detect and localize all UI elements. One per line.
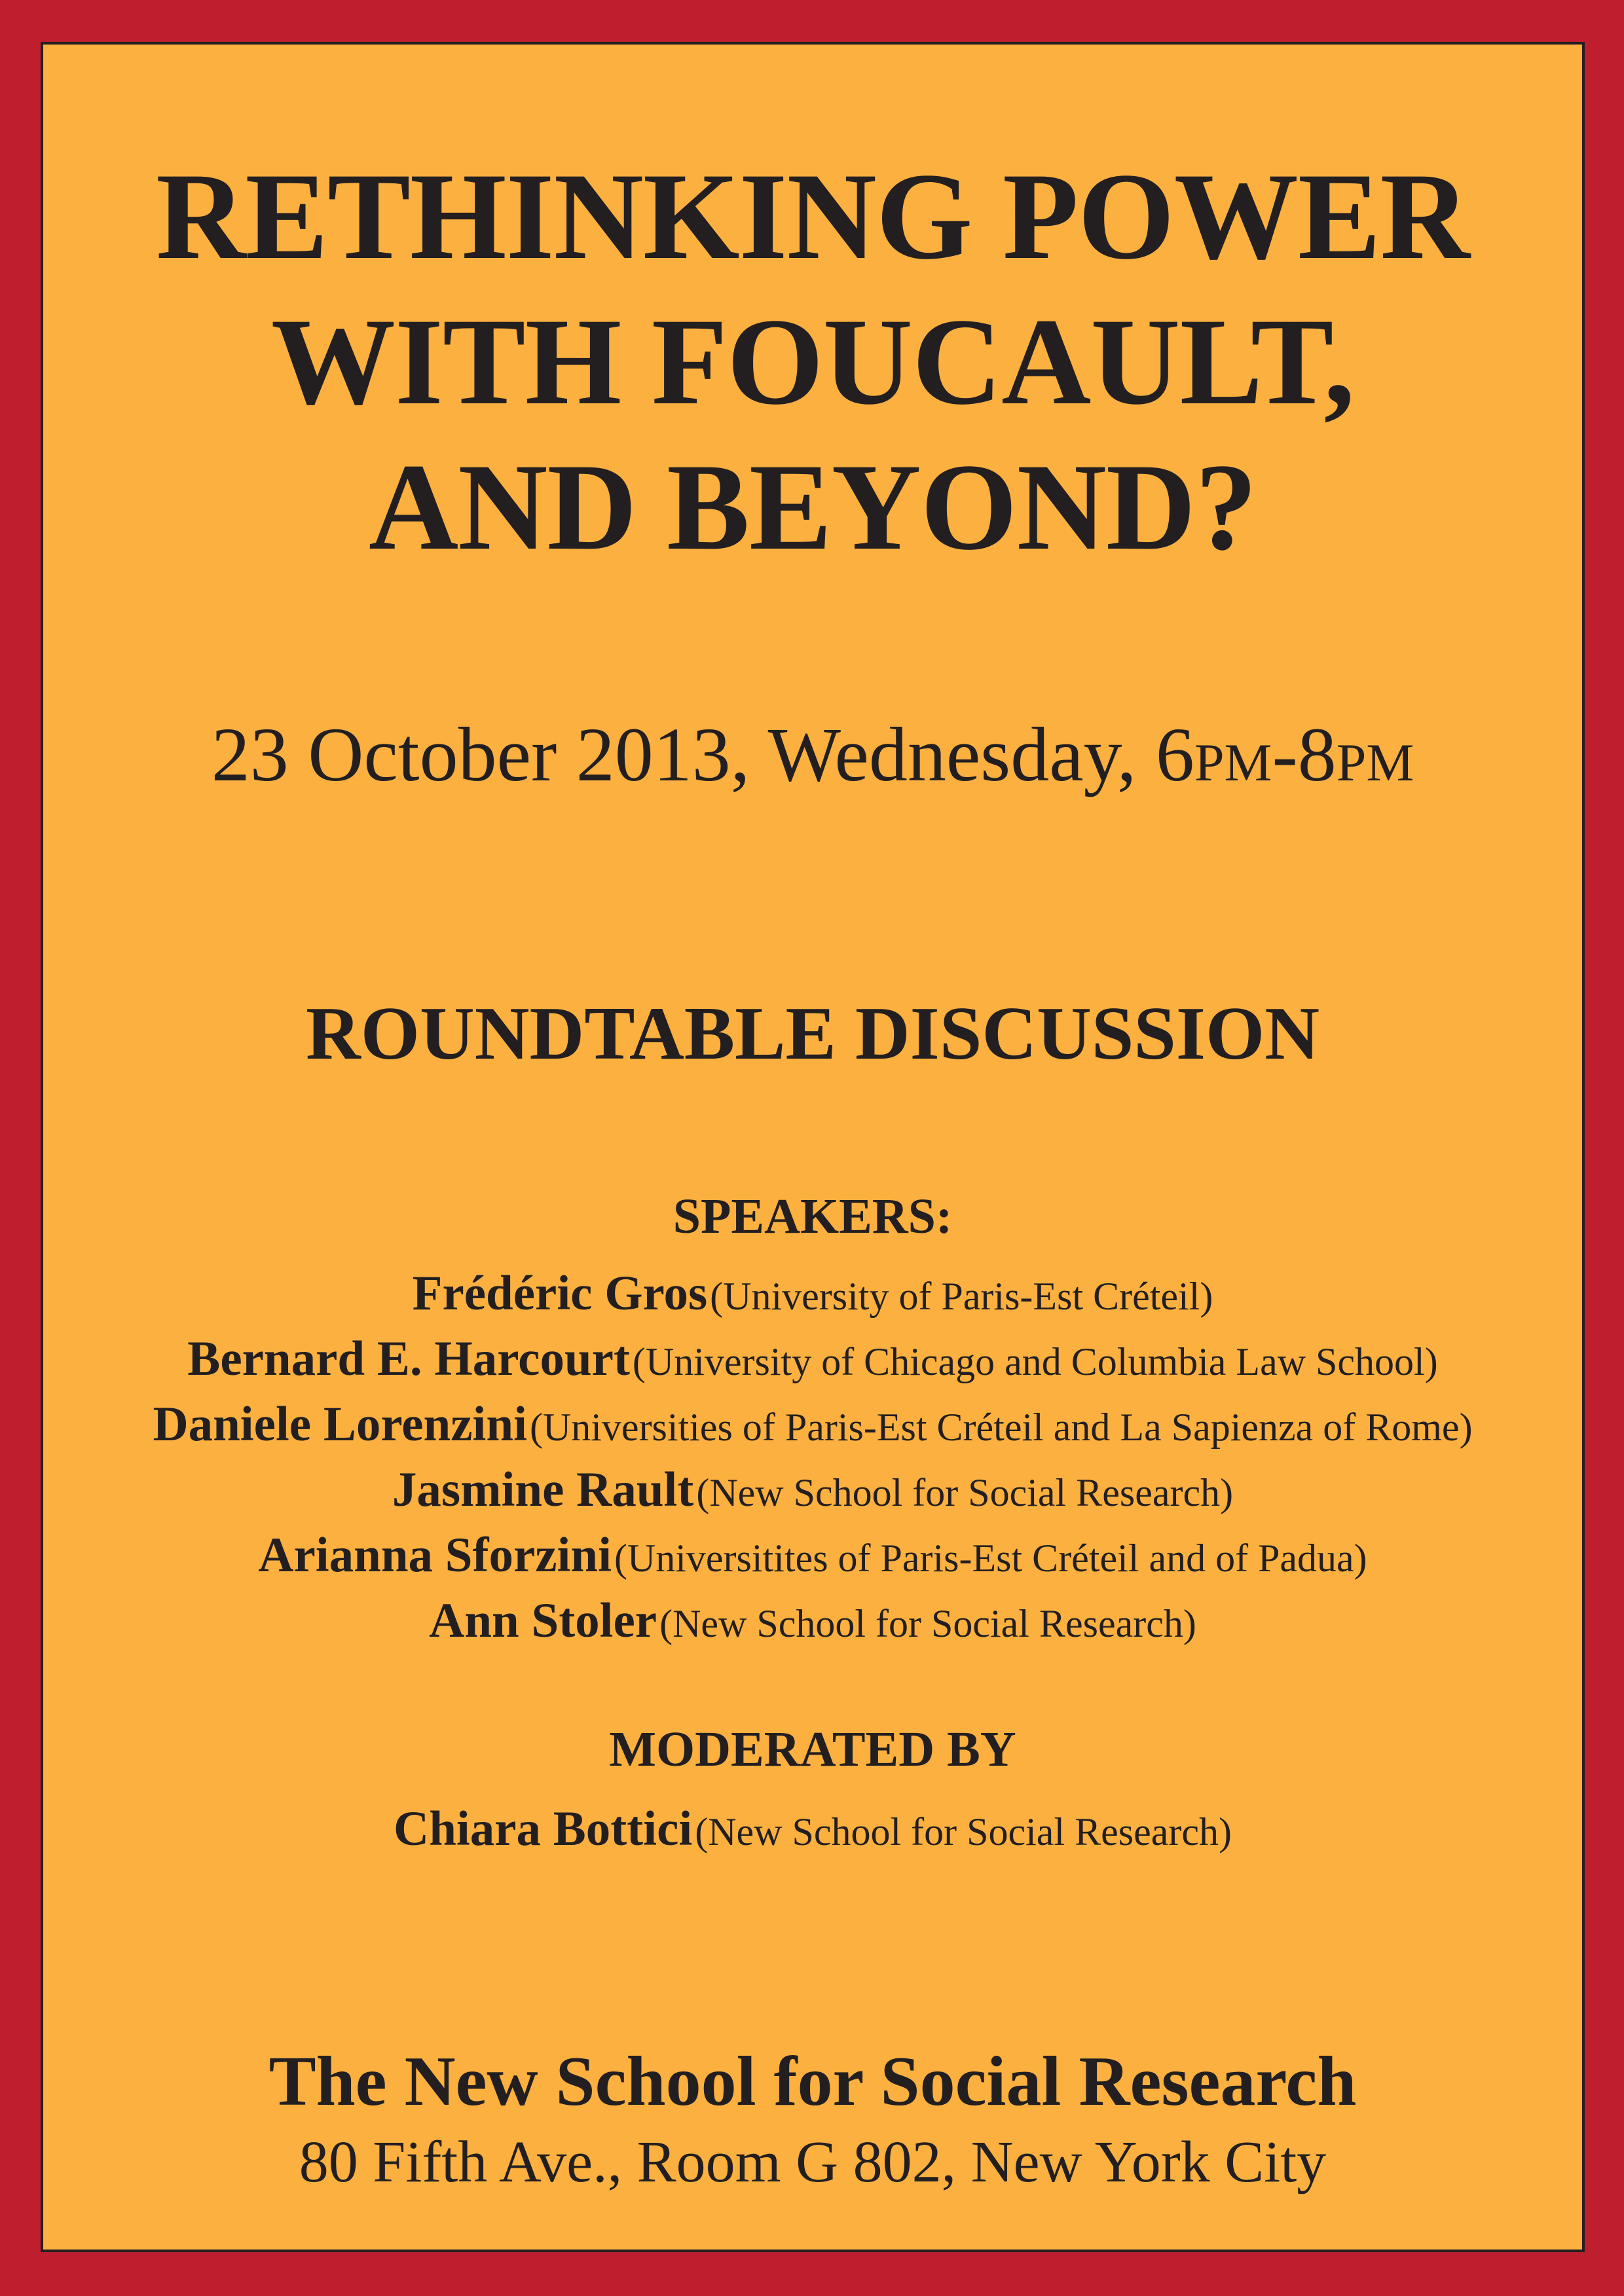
speaker-name: Bernard E. Harcourt: [187, 1332, 630, 1386]
event-type-heading: ROUNDTABLE DISCUSSION: [305, 992, 1320, 1076]
speaker-name: Jasmine Rault: [392, 1463, 694, 1517]
speaker-affiliation: (New School for Social Research): [659, 1602, 1196, 1645]
speaker-item: [43, 1392, 1582, 1457]
title-line-2: WITH FOUCAULT,: [270, 293, 1355, 431]
speaker-item: [43, 1326, 1582, 1392]
event-end-suffix: PM: [1336, 733, 1414, 792]
speaker-item: [43, 1457, 1582, 1523]
speaker-name: Daniele Lorenzini: [153, 1397, 527, 1451]
title-line-1: RETHINKING POWER: [156, 148, 1469, 285]
speakers-heading: SPEAKERS:: [673, 1189, 953, 1244]
moderator-affiliation: (New School for Social Research): [695, 1810, 1232, 1853]
event-date: [43, 712, 1582, 797]
moderator-name: Chiara Bottici: [394, 1802, 693, 1856]
speaker-affiliation: (University of Chicago and Columbia Law School): [632, 1340, 1438, 1383]
venue-address: 80 Fifth Ave., Room G 802, New York City: [299, 2130, 1327, 2195]
speaker-affiliation: (University of Paris-Est Créteil): [710, 1275, 1213, 1318]
title-line-3: AND BEYOND?: [368, 439, 1257, 576]
speaker-name: Frédéric Gros: [412, 1266, 708, 1321]
speaker-affiliation: (Universities of Paris-Est Créteil and La Sapienza of Rome): [529, 1406, 1473, 1449]
speaker-affiliation: (New School for Social Research): [696, 1471, 1234, 1514]
event-date-day: 23 October 2013, Wednesday, 6: [211, 712, 1194, 797]
speaker-name: Arianna Sforzini: [258, 1528, 612, 1582]
moderator-heading: MODERATED BY: [609, 1722, 1016, 1777]
event-start-suffix: PM: [1194, 733, 1272, 792]
speakers-list: [43, 1261, 1582, 1654]
event-end-time: -8: [1272, 712, 1337, 797]
moderator: [43, 1802, 1582, 1856]
speaker-item: [43, 1261, 1582, 1326]
speaker-item: [43, 1523, 1582, 1588]
speaker-affiliation: (Universitites of Paris-Est Créteil and of Padua): [614, 1537, 1367, 1580]
speaker-name: Ann Stoler: [429, 1594, 657, 1648]
venue-name: The New School for Social Research: [268, 2043, 1357, 2121]
poster-panel: [41, 42, 1585, 2252]
speaker-item: [43, 1588, 1582, 1654]
